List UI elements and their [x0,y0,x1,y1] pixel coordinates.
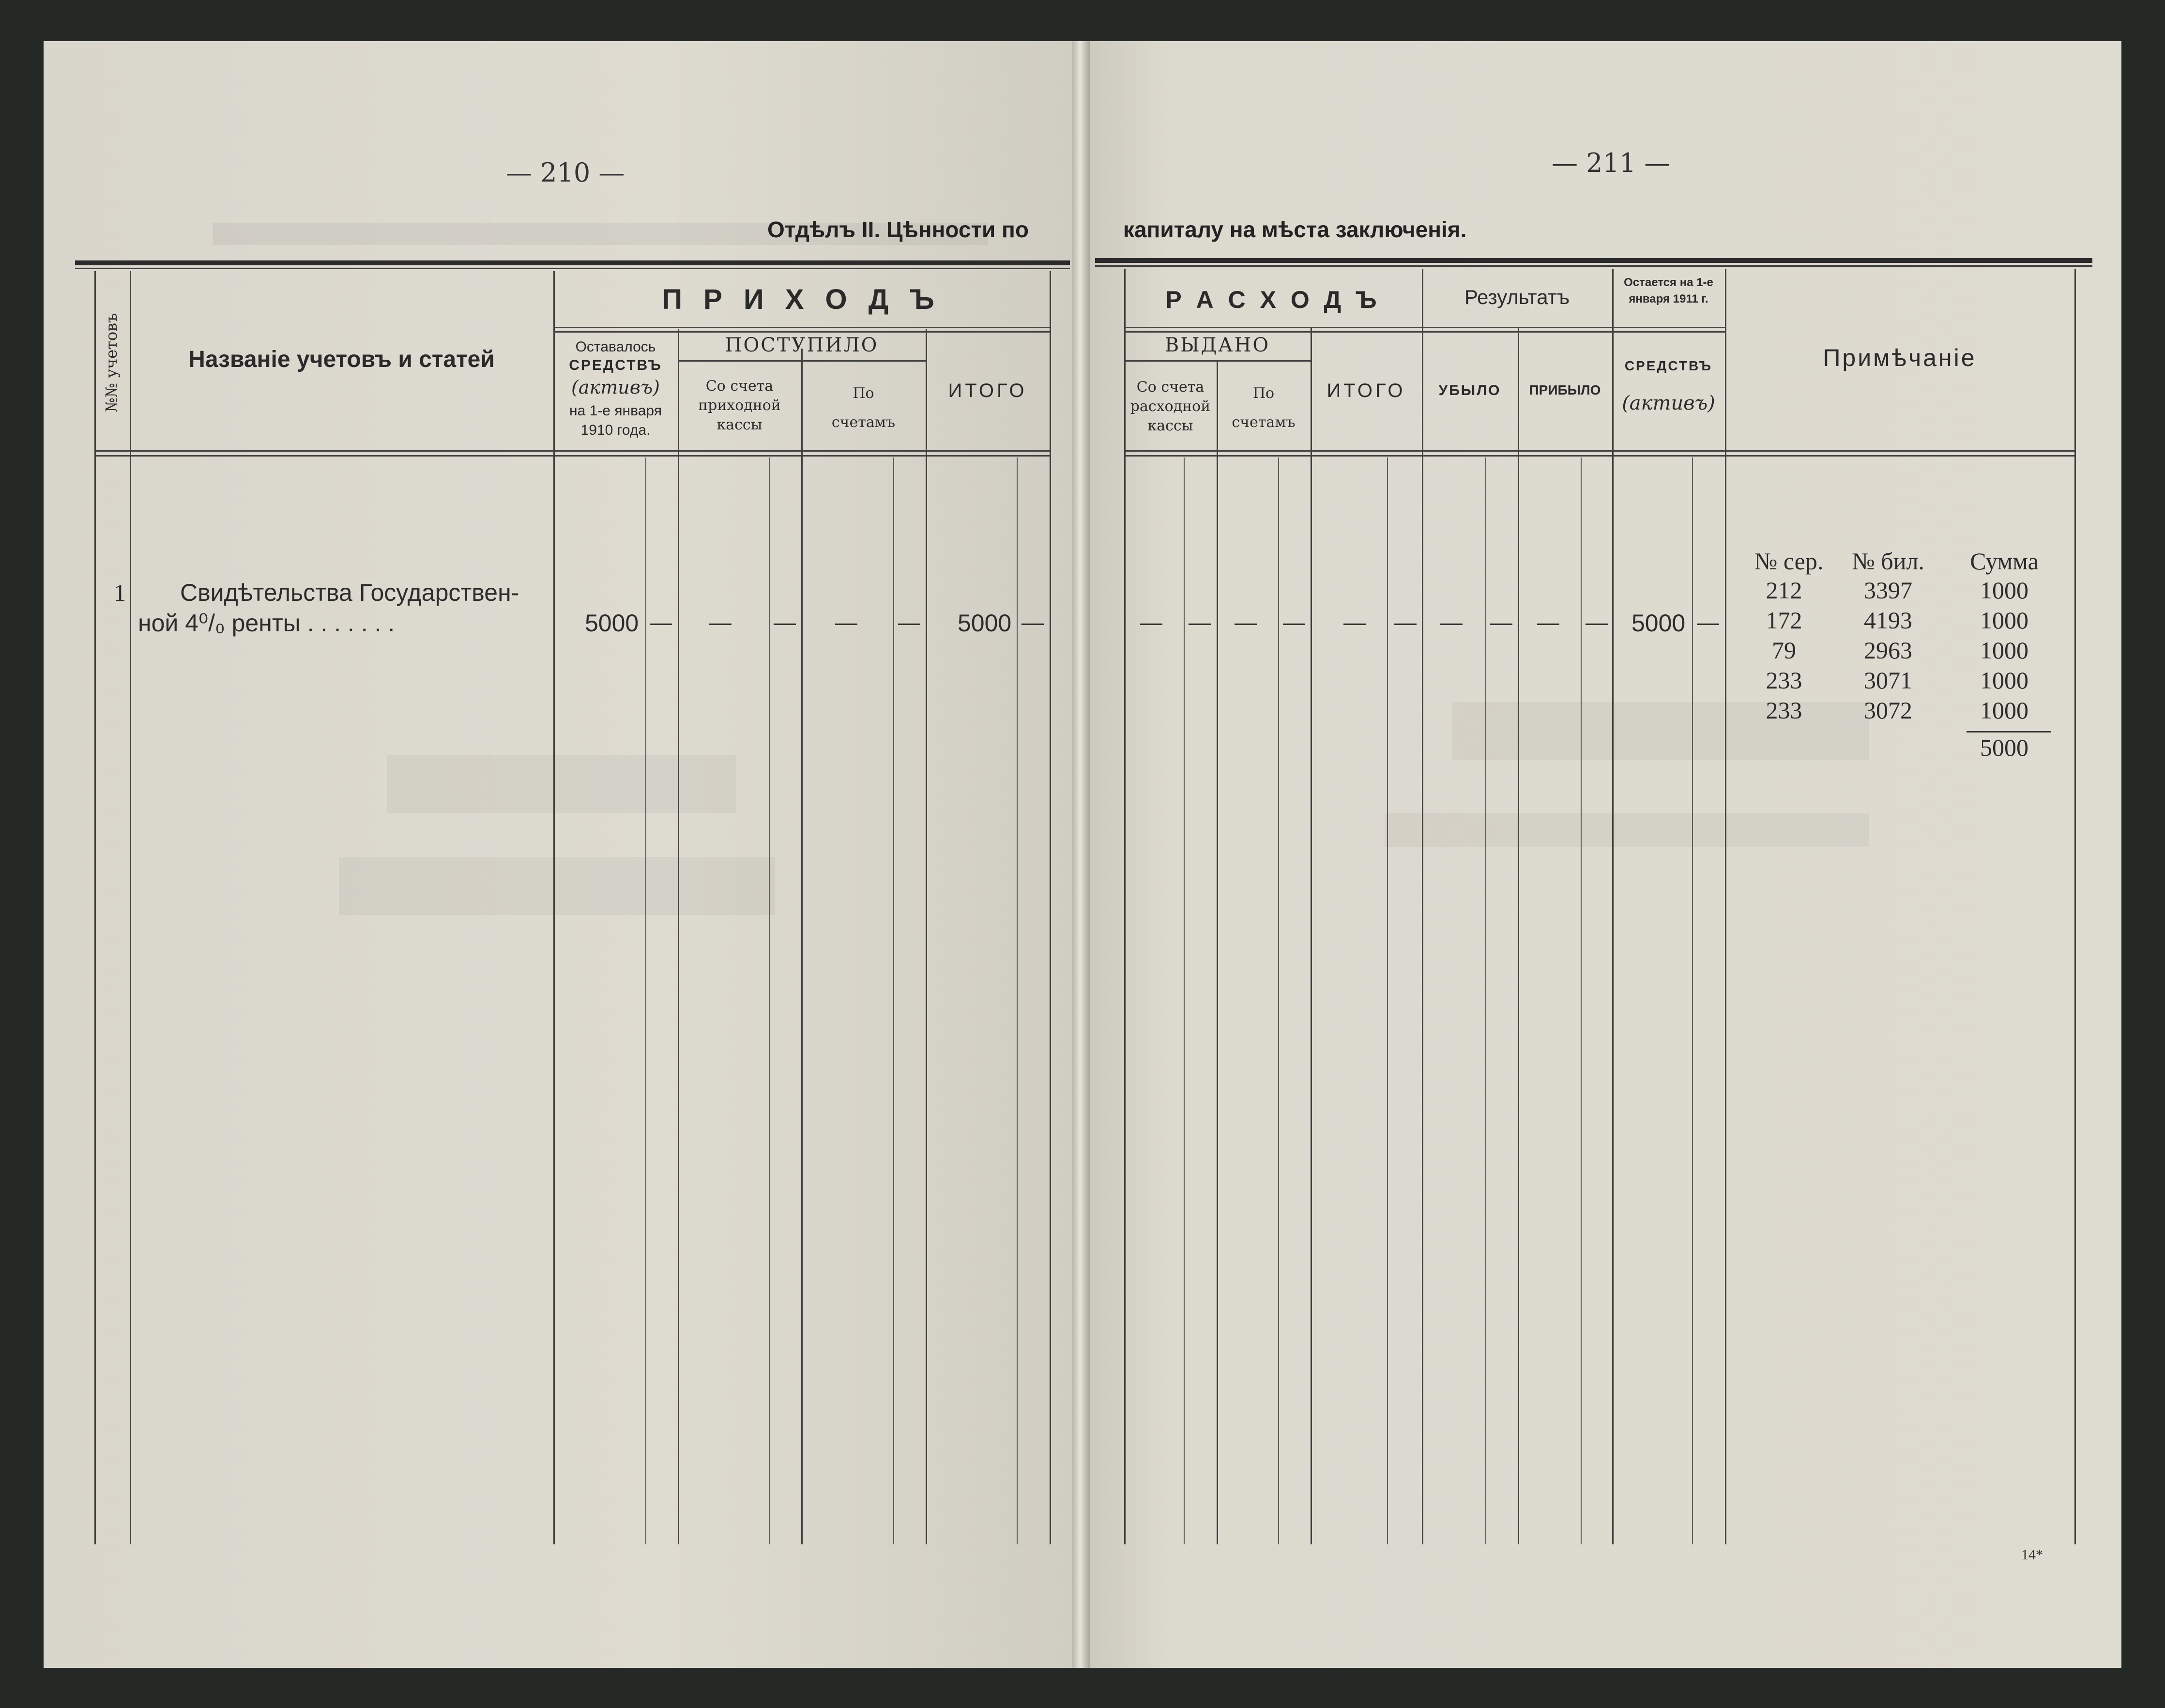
row-from-cash-kop: — [774,610,796,635]
header-from-cash-1-r: Со счета [1136,379,1204,396]
header-from-cash-3: кассы [717,416,762,433]
page-number-right: — 211 — [1552,148,1671,178]
header-received: ПОСТУПИЛО [725,334,879,356]
note-sum-3: 1000 [1980,637,2028,664]
book-spine [1072,41,1090,1668]
header-bottom-rule-right-2 [1124,455,2075,457]
top-rule-left [75,260,1070,265]
header-total-r: ИТОГО [1326,380,1406,401]
subcol-line [1017,458,1018,1544]
subcol-line [1184,458,1185,1544]
subcol-line [1485,458,1486,1544]
header-name: Названіе учетовъ и статей [188,347,495,372]
note-ticket-2: 4193 [1864,607,1912,634]
header-remains-1: Остается на 1-е [1624,276,1713,289]
note-col-ticket: № бил. [1852,548,1924,575]
row-r-remains-kop: — [1697,610,1719,635]
note-ticket-4: 3071 [1864,667,1912,694]
col-line [94,271,96,1544]
header-result: Результатъ [1464,286,1570,308]
note-series-5: 233 [1766,697,1802,724]
header-by-accounts-2-r: счетамъ [1232,414,1296,431]
header-from-cash-1: Со счета [705,378,774,395]
col-line [1311,327,1312,1544]
header-income: П Р И Х О Д Ъ [662,284,941,315]
header-bottom-rule-right [1124,450,2075,452]
header-remained-3: (активъ) [571,377,660,398]
col-line [678,329,679,1544]
header-from-cash-3-r: кассы [1147,417,1193,434]
note-sum-rule [1967,731,2051,732]
row-by-accounts: — [835,610,857,635]
header-by-accounts-1-r: По [1252,385,1275,402]
show-through-blocks [310,746,794,949]
col-line [130,271,131,1544]
note-ticket-1: 3397 [1864,577,1912,604]
row-r-decreased-kop: — [1490,610,1512,635]
subcol-line [1278,458,1279,1544]
col-line [1518,327,1519,1544]
signature-mark: 14* [2021,1547,2043,1563]
header-increased: ПРИБЫЛО [1529,382,1601,397]
header-account-no: №№ учетовъ [102,313,121,412]
row-total: 5000 [958,610,1012,637]
note-ticket-5: 3072 [1864,697,1912,724]
row-r-decreased: — [1440,610,1463,635]
subcol-line [893,458,894,1544]
row-total-kop: — [1022,610,1044,635]
top-rule-right-thin [1095,265,2092,267]
row-r-total-kop: — [1394,610,1417,635]
row-r-increased: — [1537,610,1559,635]
header-remained-4: на 1-е января [569,403,662,419]
row-remained: 5000 [585,610,639,637]
received-group-rule [678,360,926,362]
note-sum-4: 1000 [1980,667,2028,694]
row-r-increased-kop: — [1586,610,1608,635]
top-rule-left-thin [75,268,1070,269]
header-from-cash-2: приходной [698,397,781,414]
row-by-accounts-kop: — [898,610,920,635]
income-group-rule [553,327,1050,328]
note-sum-1: 1000 [1980,577,2028,604]
subcol-line [645,458,646,1544]
header-decreased: УБЫЛО [1438,382,1501,398]
col-line [1217,361,1218,1544]
expense-group-rule-2 [1124,331,1725,333]
row-r-by-accounts: — [1235,610,1257,635]
row-r-total: — [1343,610,1366,635]
note-series-2: 172 [1766,607,1802,634]
subcol-line [1581,458,1582,1544]
row-r-from-cash-kop: — [1189,610,1211,635]
row-r-remains: 5000 [1631,610,1686,637]
col-line [1725,269,1726,1544]
note-col-sum: Сумма [1970,548,2039,575]
header-remained-1: Оставалось [575,339,656,355]
top-rule-right [1095,258,2092,263]
note-ticket-3: 2963 [1864,637,1912,664]
header-note: Примѣчаніе [1823,344,1977,371]
row-r-from-cash: — [1140,610,1162,635]
header-by-accounts-1: По [853,385,874,402]
expense-group-rule [1124,327,1725,328]
subcol-line [1692,458,1693,1544]
subcol-line [1387,458,1388,1544]
header-total: ИТОГО [948,380,1027,401]
col-line [926,329,927,1544]
page-number-left: — 210 — [506,157,625,188]
col-line [1124,269,1126,1544]
row-remained-kop: — [650,610,672,635]
row-name-line2: ной 4⁰/₀ ренты . . . . . . . [138,610,395,637]
note-series-4: 233 [1766,667,1802,694]
row-name-line1: Свидѣтельства Государствен- [180,579,519,606]
header-issued: ВЫДАНО [1164,334,1270,356]
issued-group-rule [1124,360,1311,362]
col-line [553,271,555,1544]
header-by-accounts-2: счетамъ [831,414,896,431]
header-remains-3: СРЕДСТВЪ [1624,358,1713,373]
header-from-cash-2-r: расходной [1130,398,1211,415]
income-group-rule-2 [553,331,1050,333]
note-series-3: 79 [1772,637,1796,664]
row-number: 1 [114,579,126,606]
note-sum-5: 1000 [1980,697,2028,724]
note-col-series: № сер. [1754,548,1824,575]
header-remained-2: СРЕДСТВЪ [569,357,662,373]
row-from-cash: — [709,610,732,635]
header-remains-4: (активъ) [1622,392,1715,414]
note-sum-2: 1000 [1980,607,2028,634]
col-line [1050,271,1051,1544]
note-series-1: 212 [1766,577,1802,604]
col-line [1612,269,1614,1544]
section-title-left: Отдѣлъ II. Цѣнности по [767,217,1029,242]
header-expense: Р А С Х О Д Ъ [1165,286,1381,313]
row-r-by-accounts-kop: — [1283,610,1305,635]
col-line [1422,269,1423,1544]
col-line [2074,269,2076,1544]
header-remains-2: января 1911 г. [1629,292,1708,305]
header-remained-5: 1910 года. [580,422,651,438]
show-through-left-2 [310,746,794,951]
note-sum-total: 5000 [1980,734,2028,761]
col-line [801,349,803,1544]
header-bottom-rule-left [94,450,1051,452]
subcol-line [769,458,770,1544]
section-title-right: капиталу на мѣста заключенія. [1123,217,1467,242]
header-bottom-rule-left-2 [94,455,1051,457]
